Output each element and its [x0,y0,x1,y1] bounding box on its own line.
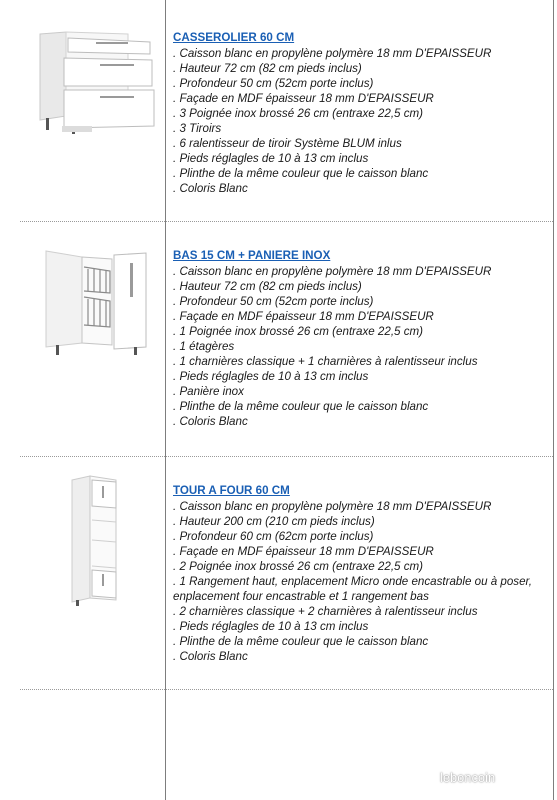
spec-line: . Hauteur 200 cm (210 cm pieds inclus) [173,515,375,528]
spec-line: . Plinthe de la même couleur que le caisson blanc [173,167,429,180]
section-casserolier [173,30,549,196]
spec-line: . Façade en MDF épaisseur 18 mm D'EPAISSEUR [173,545,434,558]
bas-15-cabinet-image [42,247,152,362]
section-separator [20,689,553,690]
spec-line: . Coloris Blanc [173,182,248,195]
spec-line: . Panière inox [173,385,244,398]
spec-line: . Plinthe de la même couleur que le caisson blanc [173,400,429,413]
spec-line: . Hauteur 72 cm (82 cm pieds inclus) [173,62,362,75]
tour-a-four-cabinet-image [66,474,122,611]
pullout-basket-cabinet-icon [42,247,152,357]
section-bas-15 [173,248,549,429]
section-title[interactable]: CASSEROLIER 60 CM [173,31,295,44]
spec-line: . Pieds réglagles de 10 à 13 cm inclus [173,370,369,383]
spec-line: . 3 Poignée inox brossé 26 cm (entraxe 22,5 cm) [173,107,424,120]
section-separator [20,221,553,222]
spec-line: . Plinthe de la même couleur que le caisson blanc [173,635,429,648]
spec-line: . Façade en MDF épaisseur 18 mm D'EPAISSEUR [173,92,434,105]
section-title[interactable]: TOUR A FOUR 60 CM [173,484,290,497]
spec-line: . 3 Tiroirs [173,122,222,135]
spec-line: . 1 Poignée inox brossé 26 cm (entraxe 22,5 cm) [173,325,424,338]
spec-line: . 1 Rangement haut, enplacement Micro onde encastrable ou à poser, enplacement four encastrable et 1 rangement bas [173,575,532,603]
spec-line: . Caisson blanc en propylène polymère 18 mm D'EPAISSEUR [173,265,492,278]
spec-line: . 2 Poignée inox brossé 26 cm (entraxe 22,5 cm) [173,560,424,573]
drawer-cabinet-icon [36,30,158,136]
column-divider-right [553,0,554,800]
spec-line: . 2 charnières classique + 2 charnières à ralentisseur inclus [173,605,478,618]
spec-line: . Pieds réglagles de 10 à 13 cm inclus [173,152,369,165]
spec-line: . Profondeur 60 cm (62cm porte inclus) [173,530,374,543]
spec-line: . 6 ralentisseur de tiroir Système BLUM inlus [173,137,402,150]
spec-line: . 1 étagères [173,340,235,353]
spec-line: . Hauteur 72 cm (82 cm pieds inclus) [173,280,362,293]
oven-tower-cabinet-icon [66,474,122,606]
spec-line: . Coloris Blanc [173,415,248,428]
spec-line: . Façade en MDF épaisseur 18 mm D'EPAISSEUR [173,310,434,323]
spec-line: . 1 charnières classique + 1 charnières à ralentisseur inclus [173,355,478,368]
section-tour-a-four [173,483,549,664]
spec-line: . Caisson blanc en propylène polymère 18 mm D'EPAISSEUR [173,500,492,513]
section-separator [20,456,553,457]
spec-line: . Profondeur 50 cm (52cm porte inclus) [173,295,374,308]
column-divider-left [165,0,166,800]
leboncoin-watermark: leboncoin [440,771,496,785]
casserolier-cabinet-image [36,30,158,141]
spec-line: . Coloris Blanc [173,650,248,663]
spec-line: . Profondeur 50 cm (52cm porte inclus) [173,77,374,90]
spec-line: . Pieds réglagles de 10 à 13 cm inclus [173,620,369,633]
spec-line: . Caisson blanc en propylène polymère 18 mm D'EPAISSEUR [173,47,492,60]
section-title[interactable]: BAS 15 CM + PANIERE INOX [173,249,331,262]
